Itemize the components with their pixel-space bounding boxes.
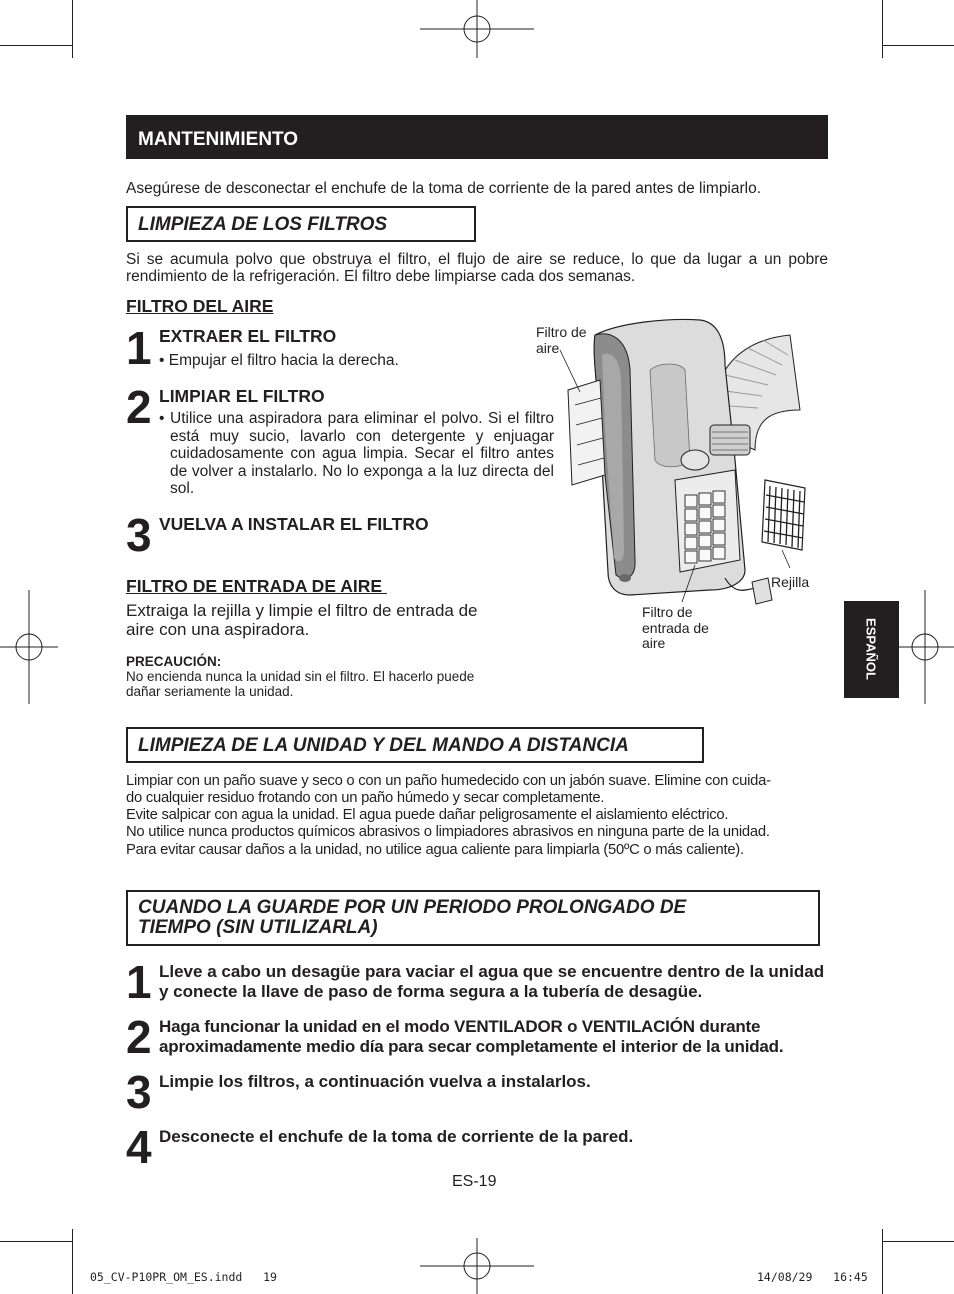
storage-step-text: Desconecte el enchufe de la toma de corriente de la pared.	[159, 1127, 634, 1146]
step-number: 1	[126, 956, 152, 1008]
crop-mark	[882, 1229, 883, 1294]
unit-cleaning-line: Limpiar con un paño suave y seco o con un paño humedecido con un jabón suave. Elimine con cuida-	[126, 773, 771, 789]
air-filter-heading: FILTRO DEL AIRE	[126, 296, 274, 316]
caution-title: PRECAUCIÓN:	[126, 654, 222, 669]
unit-cleaning-line: Para evitar causar daños a la unidad, no utilice agua caliente para limpiarla (50ºC o más caliente).	[126, 842, 744, 858]
crop-mark	[882, 1241, 954, 1242]
registration-mark-icon	[896, 590, 954, 704]
crop-mark	[72, 1229, 73, 1294]
footer-filename: 05_CV-P10PR_OM_ES.indd 19	[90, 1270, 277, 1284]
grille-label: Rejilla	[771, 574, 810, 590]
bullet-mark: •	[159, 410, 165, 427]
step-number: 2	[126, 1011, 152, 1063]
storage-step-text: Limpie los filtros, a continuación vuelva a instalarlos.	[159, 1072, 591, 1091]
step-title: LIMPIAR EL FILTRO	[159, 386, 325, 406]
page-number: ES-19	[452, 1173, 497, 1190]
storage-title-line: CUANDO LA GUARDE POR UN PERIODO PROLONGADO DE	[138, 897, 687, 918]
storage-title-line: TIEMPO (SIN UTILIZARLA)	[138, 917, 378, 938]
inlet-filter-heading: FILTRO DE ENTRADA DE AIRE	[126, 576, 387, 596]
unit-cleaning-line: Evite salpicar con agua la unidad. El agua puede dañar peligrosamente el aislamiento eléctrico.	[126, 807, 729, 823]
language-tab-label: ESPAÑOL	[863, 618, 879, 680]
step-number: 2	[126, 381, 152, 433]
crop-mark	[882, 45, 954, 46]
registration-mark-icon	[420, 0, 534, 58]
step-number: 4	[126, 1121, 152, 1173]
step-title: EXTRAER EL FILTRO	[159, 326, 337, 346]
inlet-filter-text: Extraiga la rejilla y limpie el filtro de entrada de aire con una aspiradora.	[126, 601, 478, 639]
language-tab	[844, 601, 899, 698]
footer-timestamp: 14/08/29 16:45	[757, 1270, 868, 1284]
storage-step-text: Haga funcionar la unidad en el modo VENTILADOR o VENTILACIÓN durante aproximadamente medio día para secar completamente el interior de la unidad.	[159, 1017, 784, 1056]
storage-title	[126, 890, 820, 946]
air-conditioner-illustration	[520, 310, 820, 650]
crop-mark	[72, 0, 73, 58]
filters-title: LIMPIEZA DE LOS FILTROS	[126, 206, 476, 242]
step-title: VUELVA A INSTALAR EL FILTRO	[159, 514, 429, 534]
step-number: 3	[126, 1066, 152, 1118]
crop-mark	[882, 0, 883, 58]
crop-mark	[0, 45, 72, 46]
step-text: Utilice una aspiradora para eliminar el polvo. Si el filtro está muy sucio, lavarlo con detergente y enjuagar cuidadosamente con agua limpia. Secar el filtro antes de volver a instalarlo. No lo exponga a la luz directa del sol.	[170, 410, 554, 497]
section-title: MANTENIMIENTO	[126, 115, 828, 159]
inlet-filter-label: Filtro de entrada de aire	[642, 604, 709, 651]
registration-mark-icon	[420, 1238, 534, 1294]
unit-cleaning-line: do cualquier residuo frotando con un paño húmedo y secar completamente.	[126, 790, 605, 806]
caution-text: No encienda nunca la unidad sin el filtro. El hacerlo puede dañar seriamente la unidad.	[126, 669, 475, 699]
filters-description: Si se acumula polvo que obstruya el filtro, el flujo de aire se reduce, lo que da lugar a un pobre rendimiento de la refrigeración. El filtro debe limpiarse cada dos semanas.	[126, 251, 828, 285]
storage-step-text: Lleve a cabo un desagüe para vaciar el agua que se encuentre dentro de la unidad y conecte la llave de paso de forma segura a la tubería de desagüe.	[159, 962, 825, 1001]
step-number: 3	[126, 509, 152, 561]
step-text: • Empujar el filtro hacia la derecha.	[159, 352, 399, 369]
registration-mark-icon	[0, 590, 58, 704]
unit-cleaning-line: No utilice nunca productos químicos abrasivos o limpiadores abrasivos en ninguna parte de la unidad.	[126, 824, 770, 840]
intro-text: Asegúrese de desconectar el enchufe de la toma de corriente de la pared antes de limpiarlo.	[126, 180, 762, 197]
step-number: 1	[126, 322, 152, 374]
air-filter-label: Filtro de aire	[536, 324, 587, 356]
crop-mark	[0, 1241, 72, 1242]
unit-cleaning-title: LIMPIEZA DE LA UNIDAD Y DEL MANDO A DISTANCIA	[126, 727, 704, 763]
